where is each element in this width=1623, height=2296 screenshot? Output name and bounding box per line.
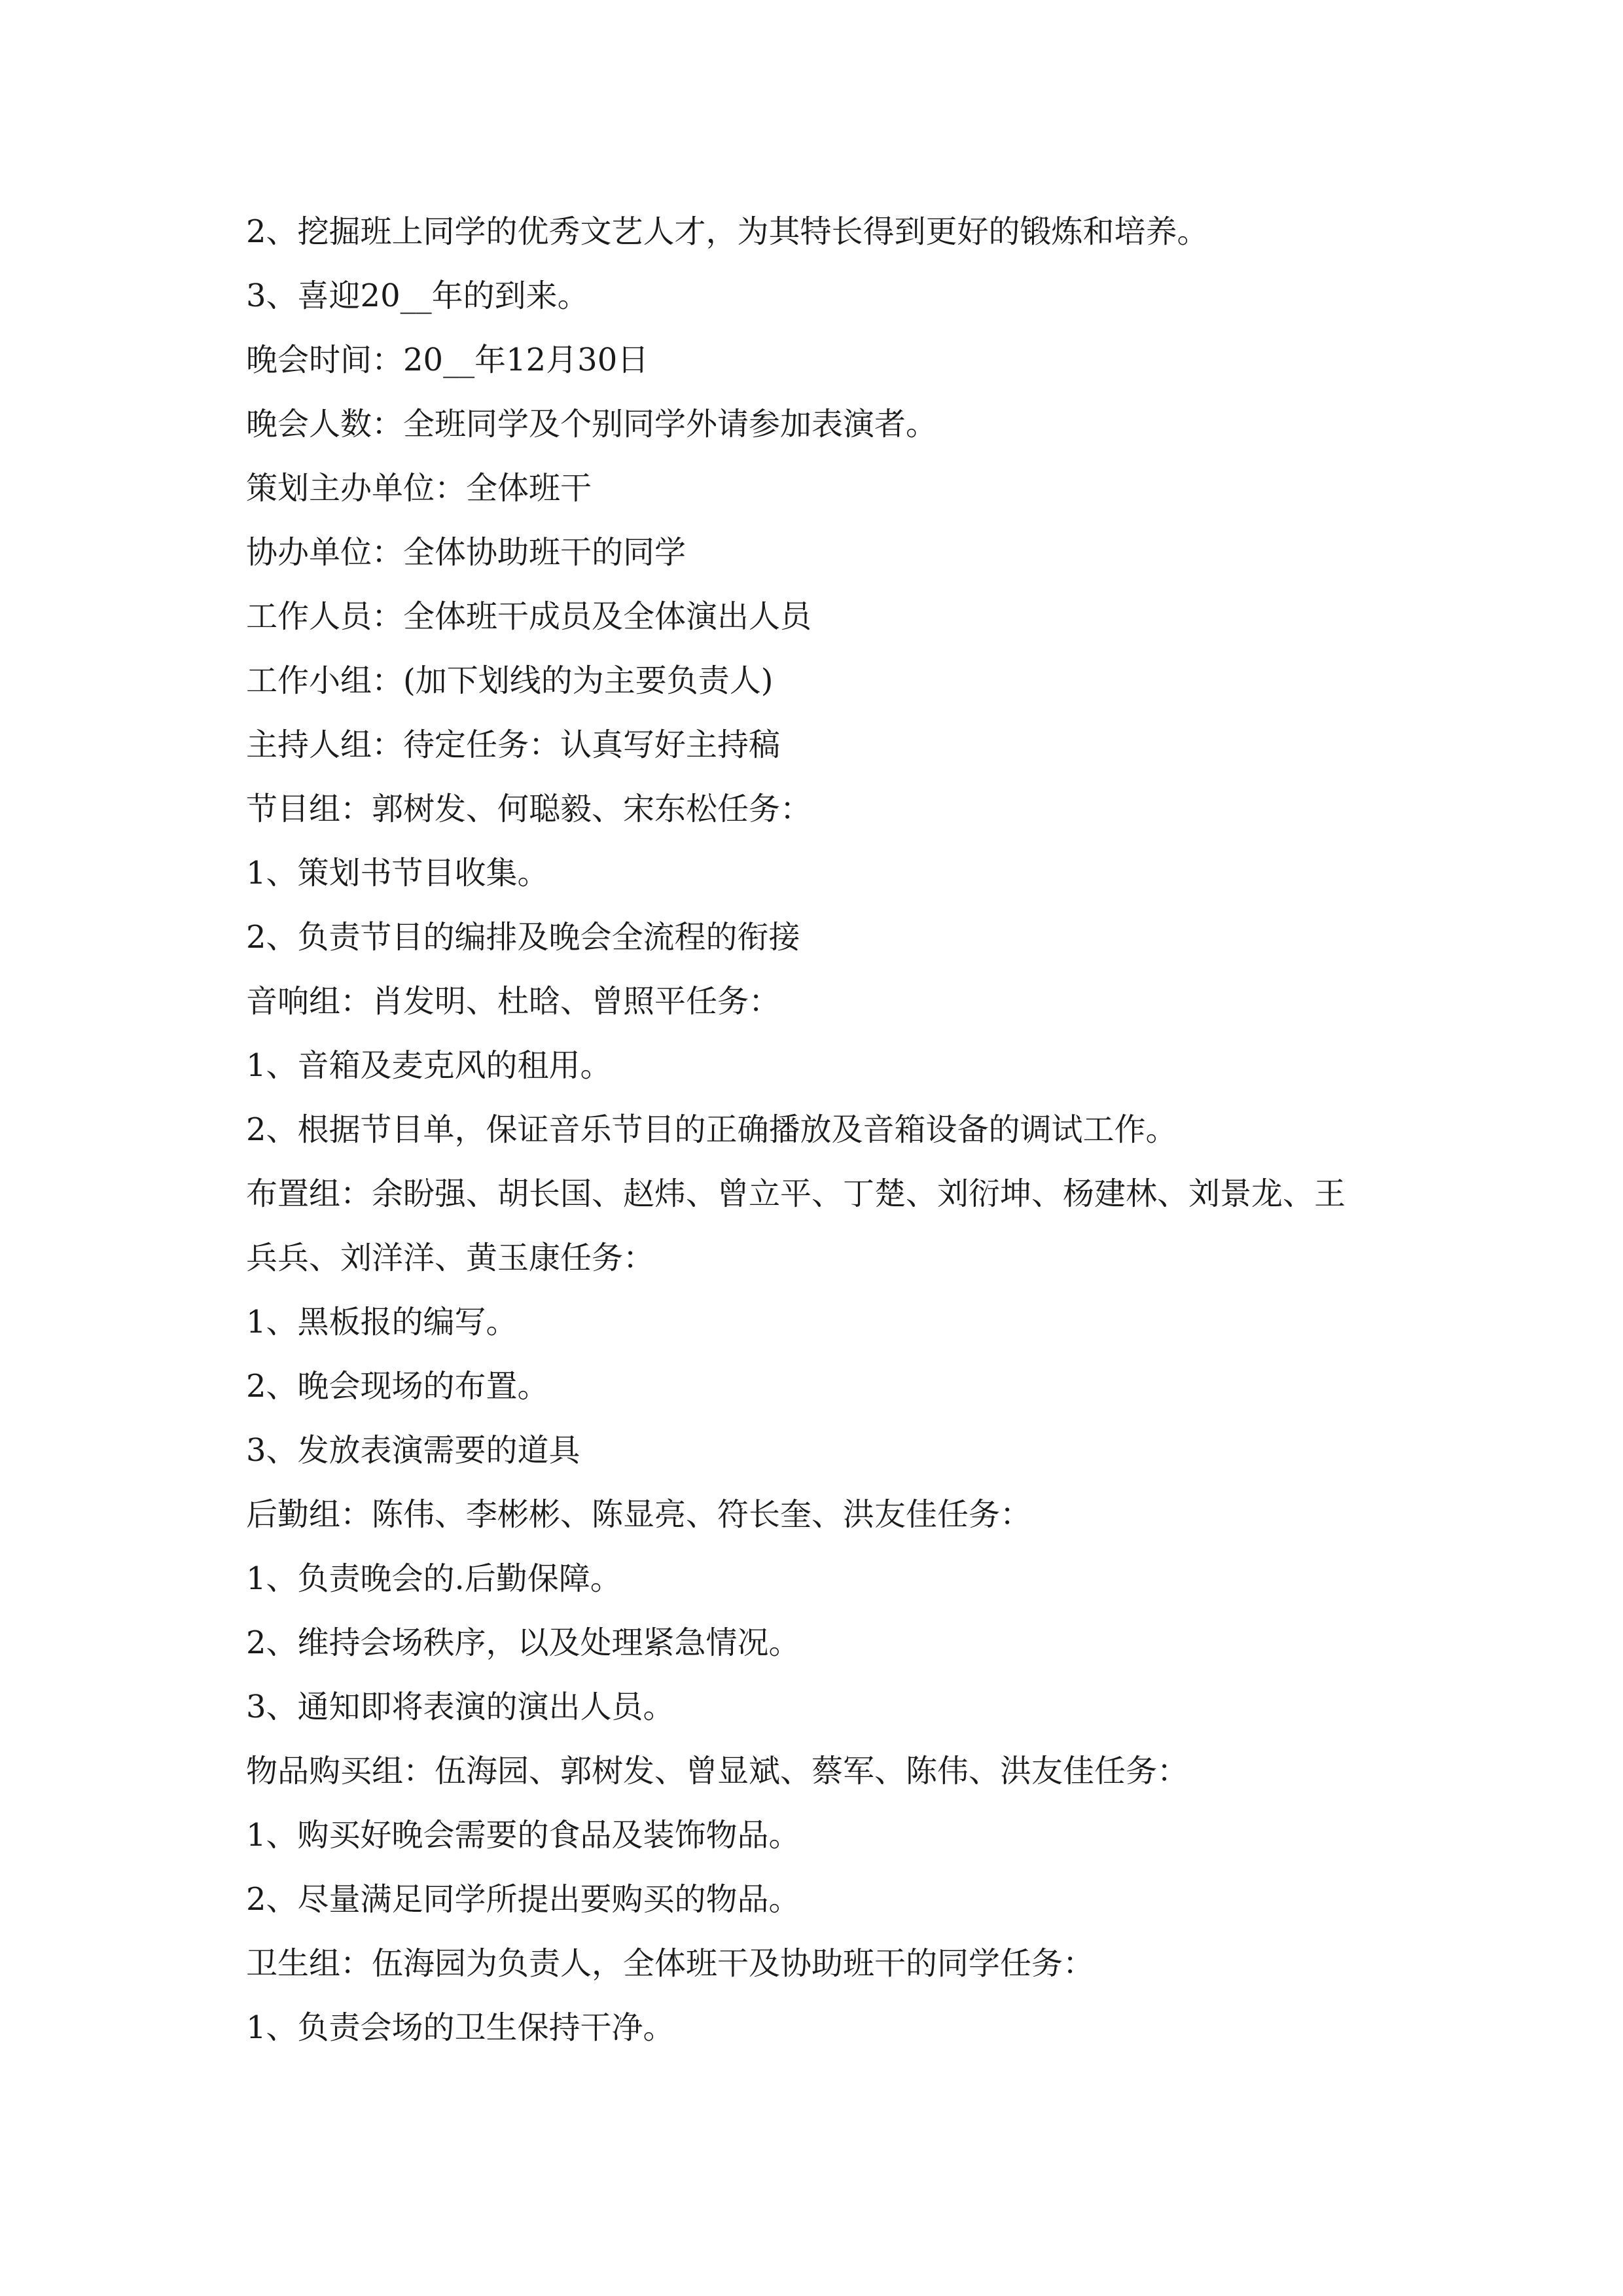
text-line: 1、负责会场的卫生保持干净。 (246, 2009, 675, 2046)
text-line: 2、晚会现场的布置。 (246, 1368, 549, 1405)
text-line: 协办单位：全体协助班干的同学 (246, 534, 687, 571)
text-line: 物品购买组：伍海园、郭树发、曾显斌、蔡军、陈伟、洪友佳任务： (246, 1753, 1189, 1789)
text-line: 策划主办单位：全体班干 (246, 470, 592, 507)
text-line: 兵兵、刘洋洋、黄玉康任务： (246, 1240, 655, 1276)
text-line: 1、策划书节目收集。 (246, 855, 549, 891)
text-line: 1、负责晚会的.后勤保障。 (246, 1560, 622, 1597)
text-line: 节目组：郭树发、何聪毅、宋东松任务： (246, 791, 812, 827)
text-line: 工作小组：(加下划线的为主要负责人) (246, 662, 774, 699)
document-body (246, 200, 1395, 2060)
text-line: 布置组：余盼强、胡长国、赵炜、曾立平、丁楚、刘衍坤、杨建林、刘景龙、王 (246, 1175, 1346, 1212)
text-line: 2、挖掘班上同学的优秀文艺人才，为其特长得到更好的锻炼和培养。 (246, 213, 1209, 250)
text-line: 主持人组：待定任务：认真写好主持稿 (246, 726, 781, 763)
text-line: 1、黑板报的编写。 (246, 1304, 518, 1340)
text-line: 音响组：肖发明、杜晗、曾照平任务： (246, 983, 781, 1020)
text-line: 2、尽量满足同学所提出要购买的物品。 (246, 1881, 800, 1918)
text-line: 3、喜迎20__年的到来。 (246, 278, 589, 314)
text-line: 后勤组：陈伟、李彬彬、陈显亮、符长奎、洪友佳任务： (246, 1496, 1032, 1533)
text-line: 2、负责节目的编排及晚会全流程的衔接 (246, 919, 800, 956)
text-line: 3、发放表演需要的道具 (246, 1432, 580, 1469)
text-line: 3、通知即将表演的演出人员。 (246, 1689, 675, 1725)
text-line: 1、音箱及麦克风的租用。 (246, 1047, 612, 1084)
text-line: 晚会人数：全班同学及个别同学外请参加表演者。 (246, 406, 938, 442)
text-line: 晚会时间：20__年12月30日 (246, 342, 649, 378)
text-line: 卫生组：伍海园为负责人，全体班干及协助班干的同学任务： (246, 1945, 1095, 1982)
text-line: 2、根据节目单，保证音乐节目的正确播放及音箱设备的调试工作。 (246, 1111, 1177, 1148)
text-line: 1、购买好晚会需要的食品及装饰物品。 (246, 1817, 800, 1854)
text-line: 工作人员：全体班干成员及全体演出人员 (246, 598, 812, 635)
text-line: 2、维持会场秩序，以及处理紧急情况。 (246, 1624, 800, 1661)
